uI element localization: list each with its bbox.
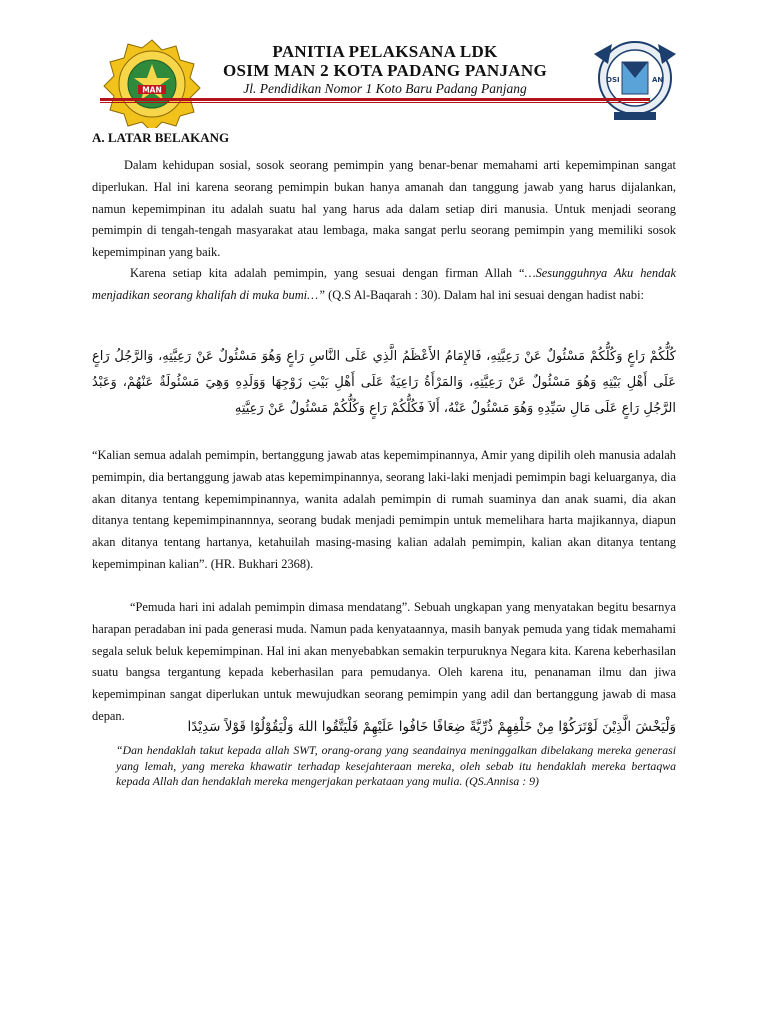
header-rule-thin <box>100 102 650 103</box>
hadith-arabic: كُلُّكُمْ رَاعٍ وَكُلُّكُمْ مَسْئُولٌ عَنْ رَعِيَّتِهِ، فَالإِمَامُ الأَعْظَمُ الَّذِي عَلَى النَّاسِ رَاعٍ وَهُوَ مَسْئُولٌ عَنْ رَعِيَّتِهِ، وَالرَّجُلُ رَاعٍ عَلَى أَهْلِ بَيْتِهِ وَهُوَ مَسْئُولٌ عَنْ رَعِيَّتِهِ، وَالمَرْأَةُ رَاعِيَةٌ عَلَى أَهْلِ بَيْتِ زَوْجِهَا وَوَلَدِهِ وَهِيَ مَسْئُولَةٌ عَنْهُمْ، وَعَبْدُ الرَّجُلِ رَاعٍ عَلَى مَالِ سَيِّدِهِ وَهُوَ مَسْئُولٌ عَنْهُ، أَلاَ فَكُلُّكُمْ رَاعٍ وَكُلُّكُمْ مَسْئُولٌ عَنْ رَعِيَّتِهِ <box>92 349 676 416</box>
firman-reference: (Q.S Al-Baqarah : 30). Dalam hal ini sesuai dengan hadist nabi: <box>325 287 644 302</box>
committee-title: PANITIA PELAKSANA LDK <box>272 42 498 61</box>
emblem-text-left: OSI <box>606 76 620 84</box>
hadith-translation: “Kalian semua adalah pemimpin, bertanggung jawab atas kepemimpinannya, Amir yang dipilih oleh manusia adalah pemimpin, dia bertanggung jawab atas kepemimpinannya, seorang laki-laki menjadi pemimpin bagi keluarganya, dia akan ditanya tentang kepemimpinannya, wanita adalah pemimpin di rumah suaminya dan anak suami, dia akan ditanya tentang kepemimpinannnya, seorang budak menjadi pemimpin untuk memelihara harta majikannya, diapun akan ditanya tentang hartanya, ketahuilah masing-masing kalian adalah pemimpin, kalian akan ditanya tentang kepemimpinan kalian”. (HR. Bukhari 2368). <box>92 448 676 571</box>
emblem-text-right: AN <box>652 76 664 84</box>
verse-arabic: وَلْيَخْشَ الَّذِيْنَ لَوْتَرَكُوْا مِنْ خَلْفِهِمْ ذُرِّيَّةً ضِعَافًا خَافُوا عَلَيْهِمْ فَلْيَتَّقُوا اللهَ وَلْيَقُوْلُوْا قَوْلاً سَدِيْدًا <box>187 719 676 735</box>
organization-title: OSIM MAN 2 KOTA PADANG PANJANG <box>223 61 547 80</box>
paragraph-firman <box>92 263 676 307</box>
address-line: Jl. Pendidikan Nomor 1 Koto Baru Padang Panjang <box>243 81 527 96</box>
paragraph-pemuda: “Pemuda hari ini adalah pemimpin dimasa mendatang”. Sebuah ungkapan yang menyatakan begitu besarnya harapan peradaban ini pada generasi muda. Namun pada kenyataannya, masih banyak pemuda yang tidak memahami segala seluk beluk kepemimpinan. Hal ini akan menyebabkan semakin terpuruknya Negara kita. Karena keberhasilan suatu bangsa tergantung kepada keberhasilan para pemudanya. Oleh karena itu, penanaman ilmu dan jiwa kepemimpinan sangat diperlukan untuk mewujudkan seorang pemimpin yang adil dan bertanggung jawab di masa depan. <box>92 600 676 723</box>
section-heading: A. LATAR BELAKANG <box>92 130 230 145</box>
firman-quote: …Sesungguhnya Aku hendak menjadikan seorang khalifah di muka bumi…” <box>92 266 676 302</box>
verse-translation: “Dan hendaklah takut kepada allah SWT, orang-orang yang seandainya meninggalkan dibelakang mereka generasi yang lemah, yang mereka khawatir terhadap kesejahteraan mereka, oleh sebab itu hendaklah mereka bertaqwa kepada Allah dan hendaklah mereka mengerjakan perkataan yang mulia. (QS.Annisa : 9) <box>116 743 676 788</box>
paragraph-intro: Dalam kehidupan sosial, sosok seorang pemimpin yang benar-benar memahami arti kepemimpinan sangat diperlukan. Hal ini karena seorang pemimpin bukan hanya amanah dan tanggung jawab yang harus dijalankan, namun kepemimpinan itu adalah suatu hal yang harus ada dalam setiap diri manusia. Untuk menjadi seorang pemimpin di tengah-tengah masyarakat atau lembaga, maka sangat perlu seorang pemimpin yang memiliki sosok kepemimpinan yang baik. <box>92 158 676 260</box>
firman-lead-text: Karena setiap kita adalah pemimpin, yang sesuai dengan firman Allah “ <box>130 266 525 280</box>
osim-emblem-icon <box>584 34 686 132</box>
seal-text: MAN <box>142 85 162 95</box>
header-rule <box>100 98 650 101</box>
